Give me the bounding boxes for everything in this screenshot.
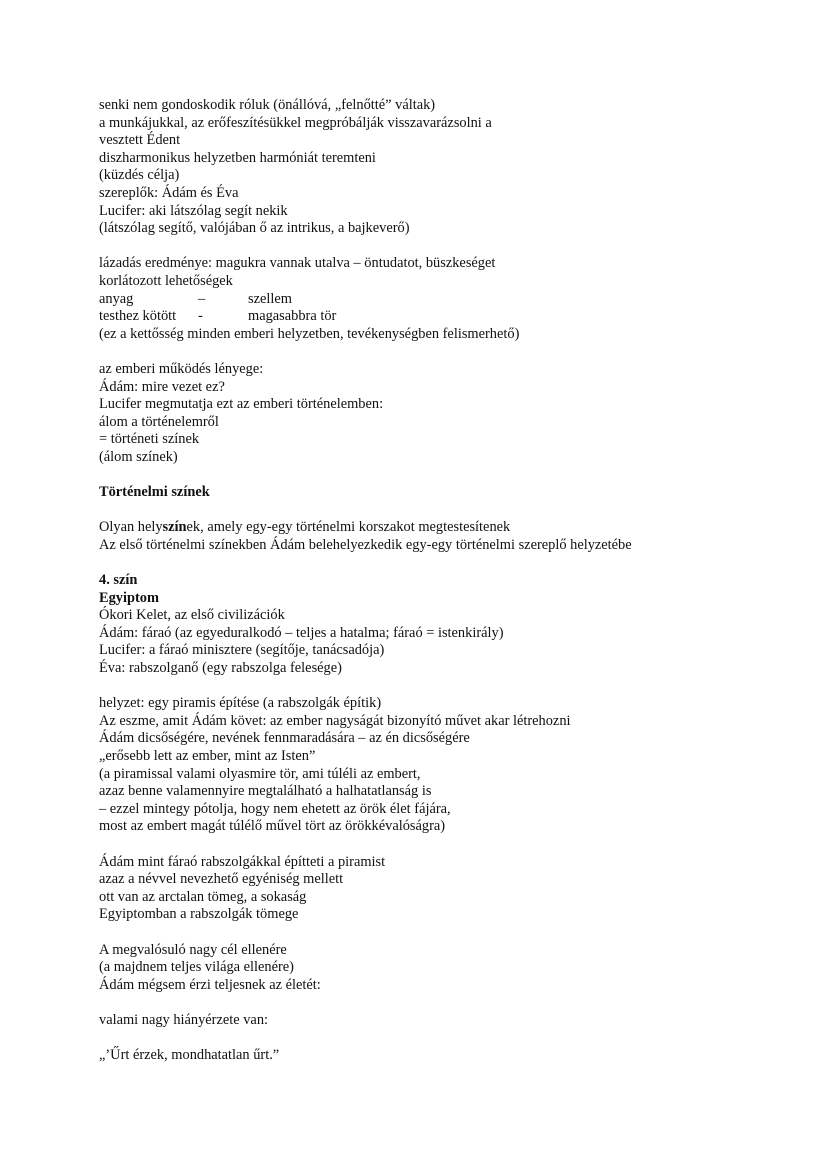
paragraph-historic-scenes xyxy=(99,519,799,554)
text-line: Egyiptomban a rabszolgák tömege xyxy=(99,906,299,923)
paragraph-slaves xyxy=(99,854,799,924)
text-line: (a piramissal valami olyasmire tör, ami túléli az embert, xyxy=(99,765,421,782)
text-line: vesztett Édent xyxy=(99,132,181,149)
text-line: Ádám dicsőségére, nevének fennmaradására – az én dicsőségére xyxy=(99,730,470,747)
text-line: a munkájukkal, az erőfeszítésükkel megpróbálják visszavarázsolni a xyxy=(99,114,492,131)
text-line: Az eszme, amit Ádám követ: az ember nagyságát bizonyító művet akar létrehozni xyxy=(99,712,571,729)
text-line: (ez a kettősség minden emberi helyzetben, tevékenységben felismerhető) xyxy=(99,325,520,342)
text-line: Lucifer megmutatja ezt az emberi történelemben: xyxy=(99,396,384,413)
section-heading: Történelmi színek xyxy=(99,484,210,501)
text-line: Éva: rabszolganő (egy rabszolga felesége) xyxy=(99,660,342,676)
text-line: – ezzel mintegy pótolja, hogy nem ehetett az örök élet fájára, xyxy=(99,800,451,817)
text-line: „erősebb lett az ember, mint az Isten” xyxy=(99,747,316,764)
text-line: Ókori Kelet, az első civilizációk xyxy=(99,607,285,624)
contrast-row xyxy=(99,308,799,326)
quote-line: „’Űrt érzek, mondhatatlan űrt.” xyxy=(99,1047,280,1064)
contrast-left: anyag xyxy=(99,290,134,307)
text-line xyxy=(99,519,799,537)
paragraph-pyramid xyxy=(99,695,799,836)
contrast-left: testhez kötött xyxy=(99,308,177,325)
document-page xyxy=(99,97,799,1065)
scene-title: Egyiptom xyxy=(99,589,159,606)
blank-line xyxy=(99,924,799,942)
text-line: Az első történelmi színekben Ádám belehelyezkedik egy-egy történelmi szereplő helyzetébe xyxy=(99,536,632,553)
text-line: Ádám mégsem érzi teljesnek az életét: xyxy=(99,976,321,993)
blank-line xyxy=(99,836,799,854)
blank-line xyxy=(99,1029,799,1047)
text-line: most az embert magát túlélő művel tört az örökkévalóságra) xyxy=(99,818,446,835)
paragraph-rebellion xyxy=(99,255,799,343)
text-line: valami nagy hiányérzete van: xyxy=(99,1011,269,1028)
blank-line xyxy=(99,678,799,696)
text-line: (küzdés célja) xyxy=(99,167,180,184)
blank-line xyxy=(99,994,799,1012)
text-line: Ádám mint fáraó rabszolgákkal építteti a piramist xyxy=(99,853,386,870)
paragraph-eden xyxy=(99,97,799,238)
blank-line xyxy=(99,343,799,361)
text-line: azaz benne valamennyire megtalálható a halhatatlanság is xyxy=(99,783,432,800)
text-line: helyzet: egy piramis építése (a rabszolgák építik) xyxy=(99,695,382,712)
blank-line xyxy=(99,554,799,572)
text-line: ott van az arctalan tömeg, a sokaság xyxy=(99,888,307,905)
text-line: Lucifer: aki látszólag segít nekik xyxy=(99,202,288,219)
contrast-row xyxy=(99,291,799,309)
text-fragment: ek, amely egy-egy történelmi korszakot megtestesítenek xyxy=(186,519,511,536)
text-line: szereplők: Ádám és Éva xyxy=(99,184,239,201)
text-line: az emberi működés lényege: xyxy=(99,360,264,377)
contrast-right: szellem xyxy=(248,290,292,307)
text-line: (látszólag segítő, valójában ő az intrikus, a bajkeverő) xyxy=(99,220,410,237)
emphasis-fragment: szín xyxy=(162,519,187,536)
text-line: A megvalósuló nagy cél ellenére xyxy=(99,941,287,958)
text-line: álom a történelemről xyxy=(99,413,219,430)
text-line: lázadás eredménye: magukra vannak utalva – öntudatot, büszkeséget xyxy=(99,255,496,272)
text-line: senki nem gondoskodik róluk (önállóvá, „felnőtté” váltak) xyxy=(99,97,436,113)
paragraph-human-essence xyxy=(99,361,799,467)
blank-line xyxy=(99,502,799,520)
text-line: (a majdnem teljes világa ellenére) xyxy=(99,959,294,976)
text-line: Lucifer: a fáraó minisztere (segítője, tanácsadója) xyxy=(99,642,385,659)
text-line: (álom színek) xyxy=(99,448,178,465)
scene-number: 4. szín xyxy=(99,572,138,589)
text-line: Ádám: mire vezet ez? xyxy=(99,378,225,395)
contrast-dash: – xyxy=(198,290,206,307)
text-line: azaz a névvel nevezhető egyéniség mellett xyxy=(99,871,344,888)
text-line: korlátozott lehetőségek xyxy=(99,272,233,289)
contrast-dash: - xyxy=(198,308,203,325)
blank-line xyxy=(99,238,799,256)
paragraph-egypt-roles xyxy=(99,607,799,677)
text-line: = történeti színek xyxy=(99,431,200,448)
blank-line xyxy=(99,466,799,484)
text-line: Ádám: fáraó (az egyeduralkodó – teljes a hatalma; fáraó = istenkirály) xyxy=(99,624,504,641)
text-fragment: Olyan hely xyxy=(99,519,163,536)
paragraph-goal xyxy=(99,942,799,995)
text-line: diszharmonikus helyzetben harmóniát teremteni xyxy=(99,149,376,166)
contrast-right: magasabbra tör xyxy=(248,308,337,325)
